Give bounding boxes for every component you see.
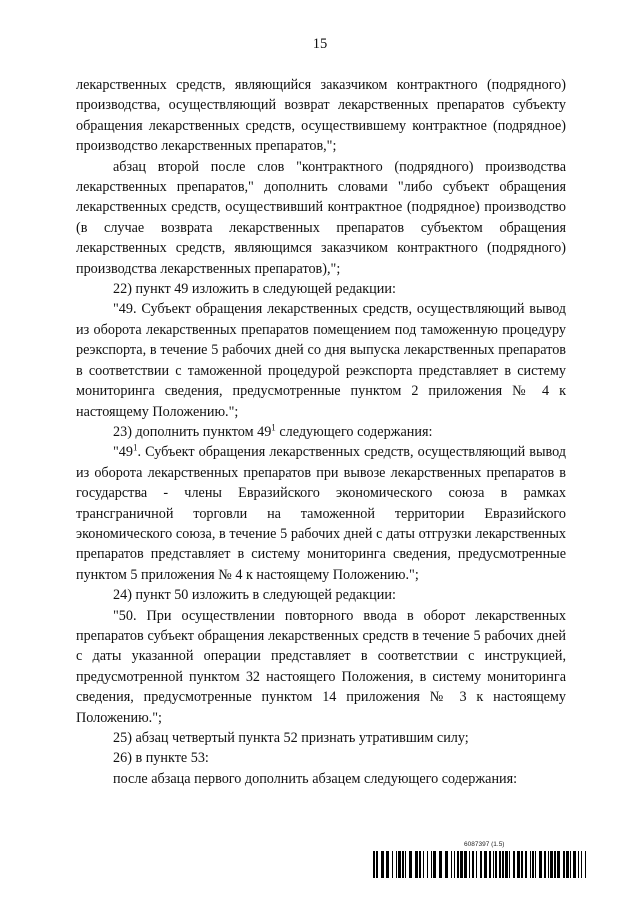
paragraph: 22) пункт 49 изложить в следующей редакции: [113,281,396,298]
barcode-bar [476,851,477,878]
barcode-bar [505,851,508,878]
barcode-bar [539,851,542,878]
barcode-bar [464,851,467,878]
paragraph-text: "49 [113,444,133,461]
barcode-bar [573,851,576,878]
barcode-bar [578,851,579,878]
barcode-bar [532,851,534,878]
barcode-bar [469,851,470,878]
superscript: 1 [271,422,276,433]
barcode-graphic [373,851,587,878]
barcode-bar [530,851,531,878]
barcode-bar [513,851,515,878]
barcode-bar [405,851,406,878]
barcode-bar [433,851,436,878]
barcode-bar [535,851,536,878]
barcode-bar [457,851,459,878]
paragraph [76,422,566,442]
paragraph: абзац второй после слов "контрактного (подрядного) производства лекарственных препаратов," дополнить словами "либо субъект обращения лекарственных средств, осуществивший контрактное (подрядное) производство (в случае возврата лекарственных препаратов субъектом обращения лекарственных средств, являющимся заказчиком контрактного (подрядного) производства лекарственных препаратов),"; [76,158,566,277]
barcode-bar [495,851,497,878]
barcode-bar [419,851,421,878]
paragraph: 25) абзац четвертый пункта 52 признать утратившим силу; [113,730,469,746]
barcode-bar [563,851,565,878]
barcode-caption: 6087397 (1.5) [464,841,505,848]
barcode-bar [392,851,393,878]
barcode-bar [381,851,384,878]
barcode-bar [585,851,586,878]
paragraph: 26) в пункте 53: [113,750,209,767]
paragraph: "49. Субъект обращения лекарственных средств, осуществляющий вывод из оборота лекарственных препаратов помещением под таможенную процедуру реэкспорта, в течение 5 рабочих дней со дня выпуска лекарственных препаратов в соответствии с таможенной процедурой реэкспорта представляет в систему мониторинга сведения, предусмотренные пунктом 2 приложения № 4 к настоящему Положению."; [76,301,566,420]
barcode-bar [489,851,491,878]
barcode-bar [439,851,442,878]
page-number: 15 [312,36,328,52]
barcode-bar [398,851,401,878]
barcode-bar [517,851,520,878]
barcode-bar [472,851,474,878]
barcode-bar [550,851,553,878]
barcode-bar [521,851,523,878]
barcode-bar [493,851,494,878]
barcode-bar [484,851,487,878]
barcode-bar [402,851,404,878]
barcode-bar [376,851,378,878]
paragraph-text: следующего содержания: [275,423,433,440]
barcode-bar [502,851,504,878]
barcode-bar [373,851,375,878]
barcode-bar [396,851,397,878]
barcode-bar [427,851,428,878]
barcode-bar [548,851,549,878]
document-body [76,75,566,789]
paragraph-text: 23) дополнить пунктом 49 [113,423,272,440]
barcode-bar [544,851,546,878]
barcode-bar [570,851,571,878]
barcode-bar [409,851,412,878]
barcode-bar [451,851,452,878]
barcode-bar [480,851,482,878]
barcode-bar [557,851,560,878]
superscript: 1 [132,442,138,453]
barcode [373,851,587,878]
paragraph: "50. При осуществлении повторного ввода в оборот лекарственных препаратов субъект обращения лекарственных средств в течение 5 рабочих дней с даты указанной операции представляет в соответствии с инструкцией, предусмотренной пунктом 32 настоящего Положения, в систему мониторинга сведения, предусмотренные пунктом 14 приложения № 3 к настоящему Положению."; [76,607,566,726]
barcode-bar [499,851,501,878]
barcode-bar [509,851,510,878]
paragraph: 24) пункт 50 изложить в следующей редакции: [113,587,396,604]
barcode-bar [431,851,432,878]
barcode-bar [445,851,448,878]
paragraph-text: . Субъект обращения лекарственных средств, осуществляющий вывод из оборота лекарственных препаратов при вывозе лекарственных препаратов в государства - члены Евразийского экономического союза в рамках трансграничной торговли на таможенной территории Евразийского экономического союза, в течение 5 рабочих дней с даты отгрузки лекарственных препаратов представляет в систему мониторинга сведения, предусмотренные пунктом 5 приложения № 4 к настоящему Положению."; [76,444,566,583]
barcode-bar [415,851,418,878]
paragraph: после абзаца первого дополнить абзацем следующего содержания: [113,770,518,787]
barcode-bar [525,851,527,878]
barcode-bar [386,851,389,878]
paragraph [76,442,566,585]
barcode-bar [454,851,455,878]
barcode-bar [554,851,556,878]
barcode-bar [566,851,569,878]
barcode-bar [423,851,424,878]
paragraph: лекарственных средств, являющийся заказчиком контрактного (подрядного) производства, осуществляющий возврат лекарственных препаратов субъекту обращения лекарственных средств, осуществившему контрактное (подрядное) производство лекарственных препаратов,"; [76,77,566,155]
barcode-bar [460,851,463,878]
barcode-bar [581,851,582,878]
